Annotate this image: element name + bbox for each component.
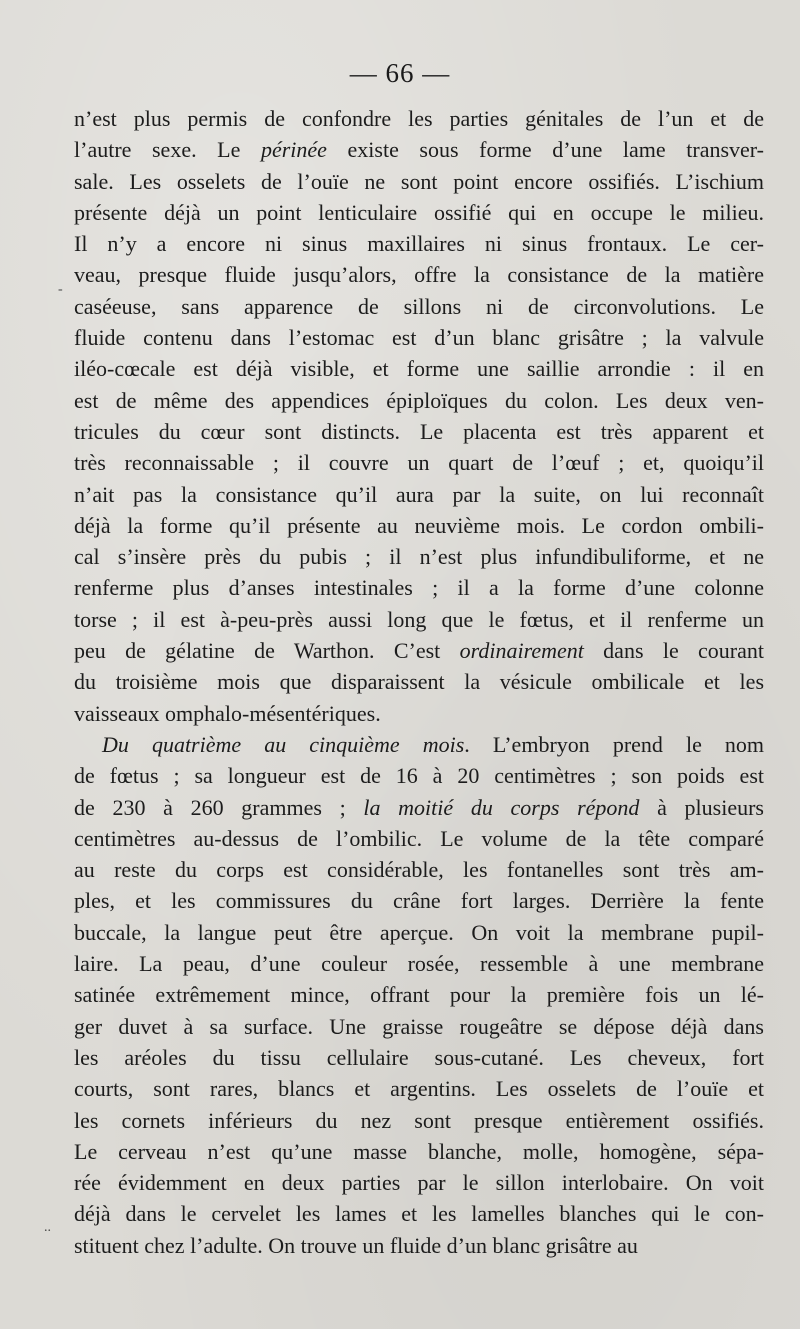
text-line	[74, 948, 764, 979]
paragraph	[74, 729, 764, 1261]
text-line	[74, 541, 764, 572]
text-segment: déjà la forme qu’il présente au neuvième mois. Le cordon ombili-	[74, 512, 764, 538]
text-line	[74, 823, 764, 854]
text-line	[74, 792, 764, 823]
text-line	[74, 166, 764, 197]
text-segment: satinée extrêmement mince, offrant pour la première fois un lé-	[74, 982, 764, 1008]
text-segment: existe sous forme d’une lame transver-	[326, 137, 765, 163]
text-line	[74, 604, 764, 635]
text-segment: les cornets inférieurs du nez sont presque entièrement ossifiés.	[74, 1107, 764, 1133]
text-segment: courts, sont rares, blancs et argentins. Les osselets de l’ouïe et	[74, 1076, 764, 1102]
text-line	[74, 572, 764, 603]
text-line	[74, 447, 764, 478]
text-segment: renferme plus d’anses intestinales ; il a la forme d’une colonne	[74, 575, 764, 601]
text-segment: torse ; il est à-peu-près aussi long que le fœtus, et il renferme un	[74, 606, 764, 632]
text-line	[74, 385, 764, 416]
text-segment: Le cerveau n’est qu’une masse blanche, molle, homogène, sépa-	[74, 1138, 764, 1164]
text-segment: centimètres au-dessus de l’ombilic. Le volume de la tête comparé	[74, 825, 764, 851]
text-line	[74, 917, 764, 948]
text-line	[74, 416, 764, 447]
text-line	[74, 1198, 764, 1229]
text-segment: ples, et les commissures du crâne fort larges. Derrière la fente	[74, 888, 764, 914]
text-segment: à plusieurs	[639, 794, 764, 820]
text-line	[74, 1105, 764, 1136]
text-segment: sale. Les osselets de l’ouïe ne sont point encore ossifiés. L’ischium	[74, 168, 764, 194]
text-segment: ger duvet à sa surface. Une graisse rougeâtre se dépose déjà dans	[74, 1013, 764, 1039]
text-line	[74, 322, 764, 353]
text-line	[74, 698, 764, 729]
text-line	[74, 134, 764, 165]
text-segment: Il n’y a encore ni sinus maxillaires ni sinus frontaux. Le cer-	[74, 231, 764, 257]
text-line	[74, 228, 764, 259]
text-line	[74, 510, 764, 541]
text-line	[74, 259, 764, 290]
text-segment: l’autre sexe. Le	[74, 137, 261, 163]
text-segment: de 230 à 260 grammes ;	[74, 794, 364, 820]
text-segment: veau, presque fluide jusqu’alors, offre la consistance de la matière	[74, 262, 764, 288]
text-segment: laire. La peau, d’une couleur rosée, ressemble à une membrane	[74, 951, 764, 977]
text-segment: rée évidemment en deux parties par le sillon interlobaire. On voit	[74, 1170, 764, 1196]
text-segment: présente déjà un point lenticulaire ossifié qui en occupe le milieu.	[74, 199, 764, 225]
text-line	[74, 1167, 764, 1198]
text-segment: est de même des appendices épiploïques du colon. Les deux ven-	[74, 387, 764, 413]
text-line	[74, 1073, 764, 1104]
text-line	[74, 103, 764, 134]
text-line	[74, 885, 764, 916]
text-line	[74, 1136, 764, 1167]
text-segment: . L’embryon prend le nom	[464, 731, 764, 757]
text-line	[74, 479, 764, 510]
italic-text: la moitié du corps répond	[363, 794, 640, 820]
text-segment: n’ait pas la consistance qu’il aura par la suite, on lui reconnaît	[74, 481, 764, 507]
ink-speck: -	[58, 282, 63, 297]
text-line	[74, 1011, 764, 1042]
text-line	[74, 353, 764, 384]
text-segment: fluide contenu dans l’estomac est d’un blanc grisâtre ; la valvule	[74, 325, 764, 351]
text-segment: les aréoles du tissu cellulaire sous-cutané. Les cheveux, fort	[74, 1044, 764, 1070]
text-segment: dans le courant	[583, 638, 764, 664]
text-line	[74, 1042, 764, 1073]
text-line	[74, 1230, 764, 1261]
text-segment: buccale, la langue peut être aperçue. On voit la membrane pupil-	[74, 919, 764, 945]
body-text	[74, 103, 764, 1261]
text-line	[74, 635, 764, 666]
text-line	[74, 729, 764, 760]
italic-text: Du quatrième au cinquième mois	[102, 731, 465, 757]
paragraph	[74, 103, 764, 729]
text-segment: caséeuse, sans apparence de sillons ni de circonvolutions. Le	[74, 293, 764, 319]
italic-text: ordinairement	[459, 638, 584, 664]
text-segment: tricules du cœur sont distincts. Le placenta est très apparent et	[74, 418, 764, 444]
text-segment: iléo-cœcale est déjà visible, et forme une saillie arrondie : il en	[74, 356, 764, 382]
text-segment: n’est plus permis de confondre les parties génitales de l’un et de	[74, 106, 764, 131]
italic-text: périnée	[260, 137, 327, 163]
ink-speck: ..	[44, 1220, 51, 1235]
text-line	[74, 760, 764, 791]
text-segment: déjà dans le cervelet les lames et les lamelles blanches qui le con-	[74, 1201, 764, 1227]
text-segment: très reconnaissable ; il couvre un quart de l’œuf ; et, quoiqu’il	[74, 450, 764, 476]
text-segment: vaisseaux omphalo-mésentériques.	[74, 700, 381, 726]
text-line	[74, 854, 764, 885]
text-segment: au reste du corps est considérable, les fontanelles sont très am-	[74, 857, 764, 883]
text-segment: peu de gélatine de Warthon. C’est	[74, 638, 460, 664]
text-line	[74, 979, 764, 1010]
text-segment: stituent chez l’adulte. On trouve un fluide d’un blanc grisâtre au	[74, 1232, 638, 1258]
page-number: — 66 —	[349, 58, 451, 88]
text-segment: de fœtus ; sa longueur est de 16 à 20 centimètres ; son poids est	[74, 763, 764, 789]
text-segment: du troisième mois que disparaissent la vésicule ombilicale et les	[74, 669, 764, 695]
text-segment: cal s’insère près du pubis ; il n’est plus infundibuliforme, et ne	[74, 544, 764, 570]
text-line	[74, 666, 764, 697]
text-line	[74, 197, 764, 228]
text-line	[74, 291, 764, 322]
